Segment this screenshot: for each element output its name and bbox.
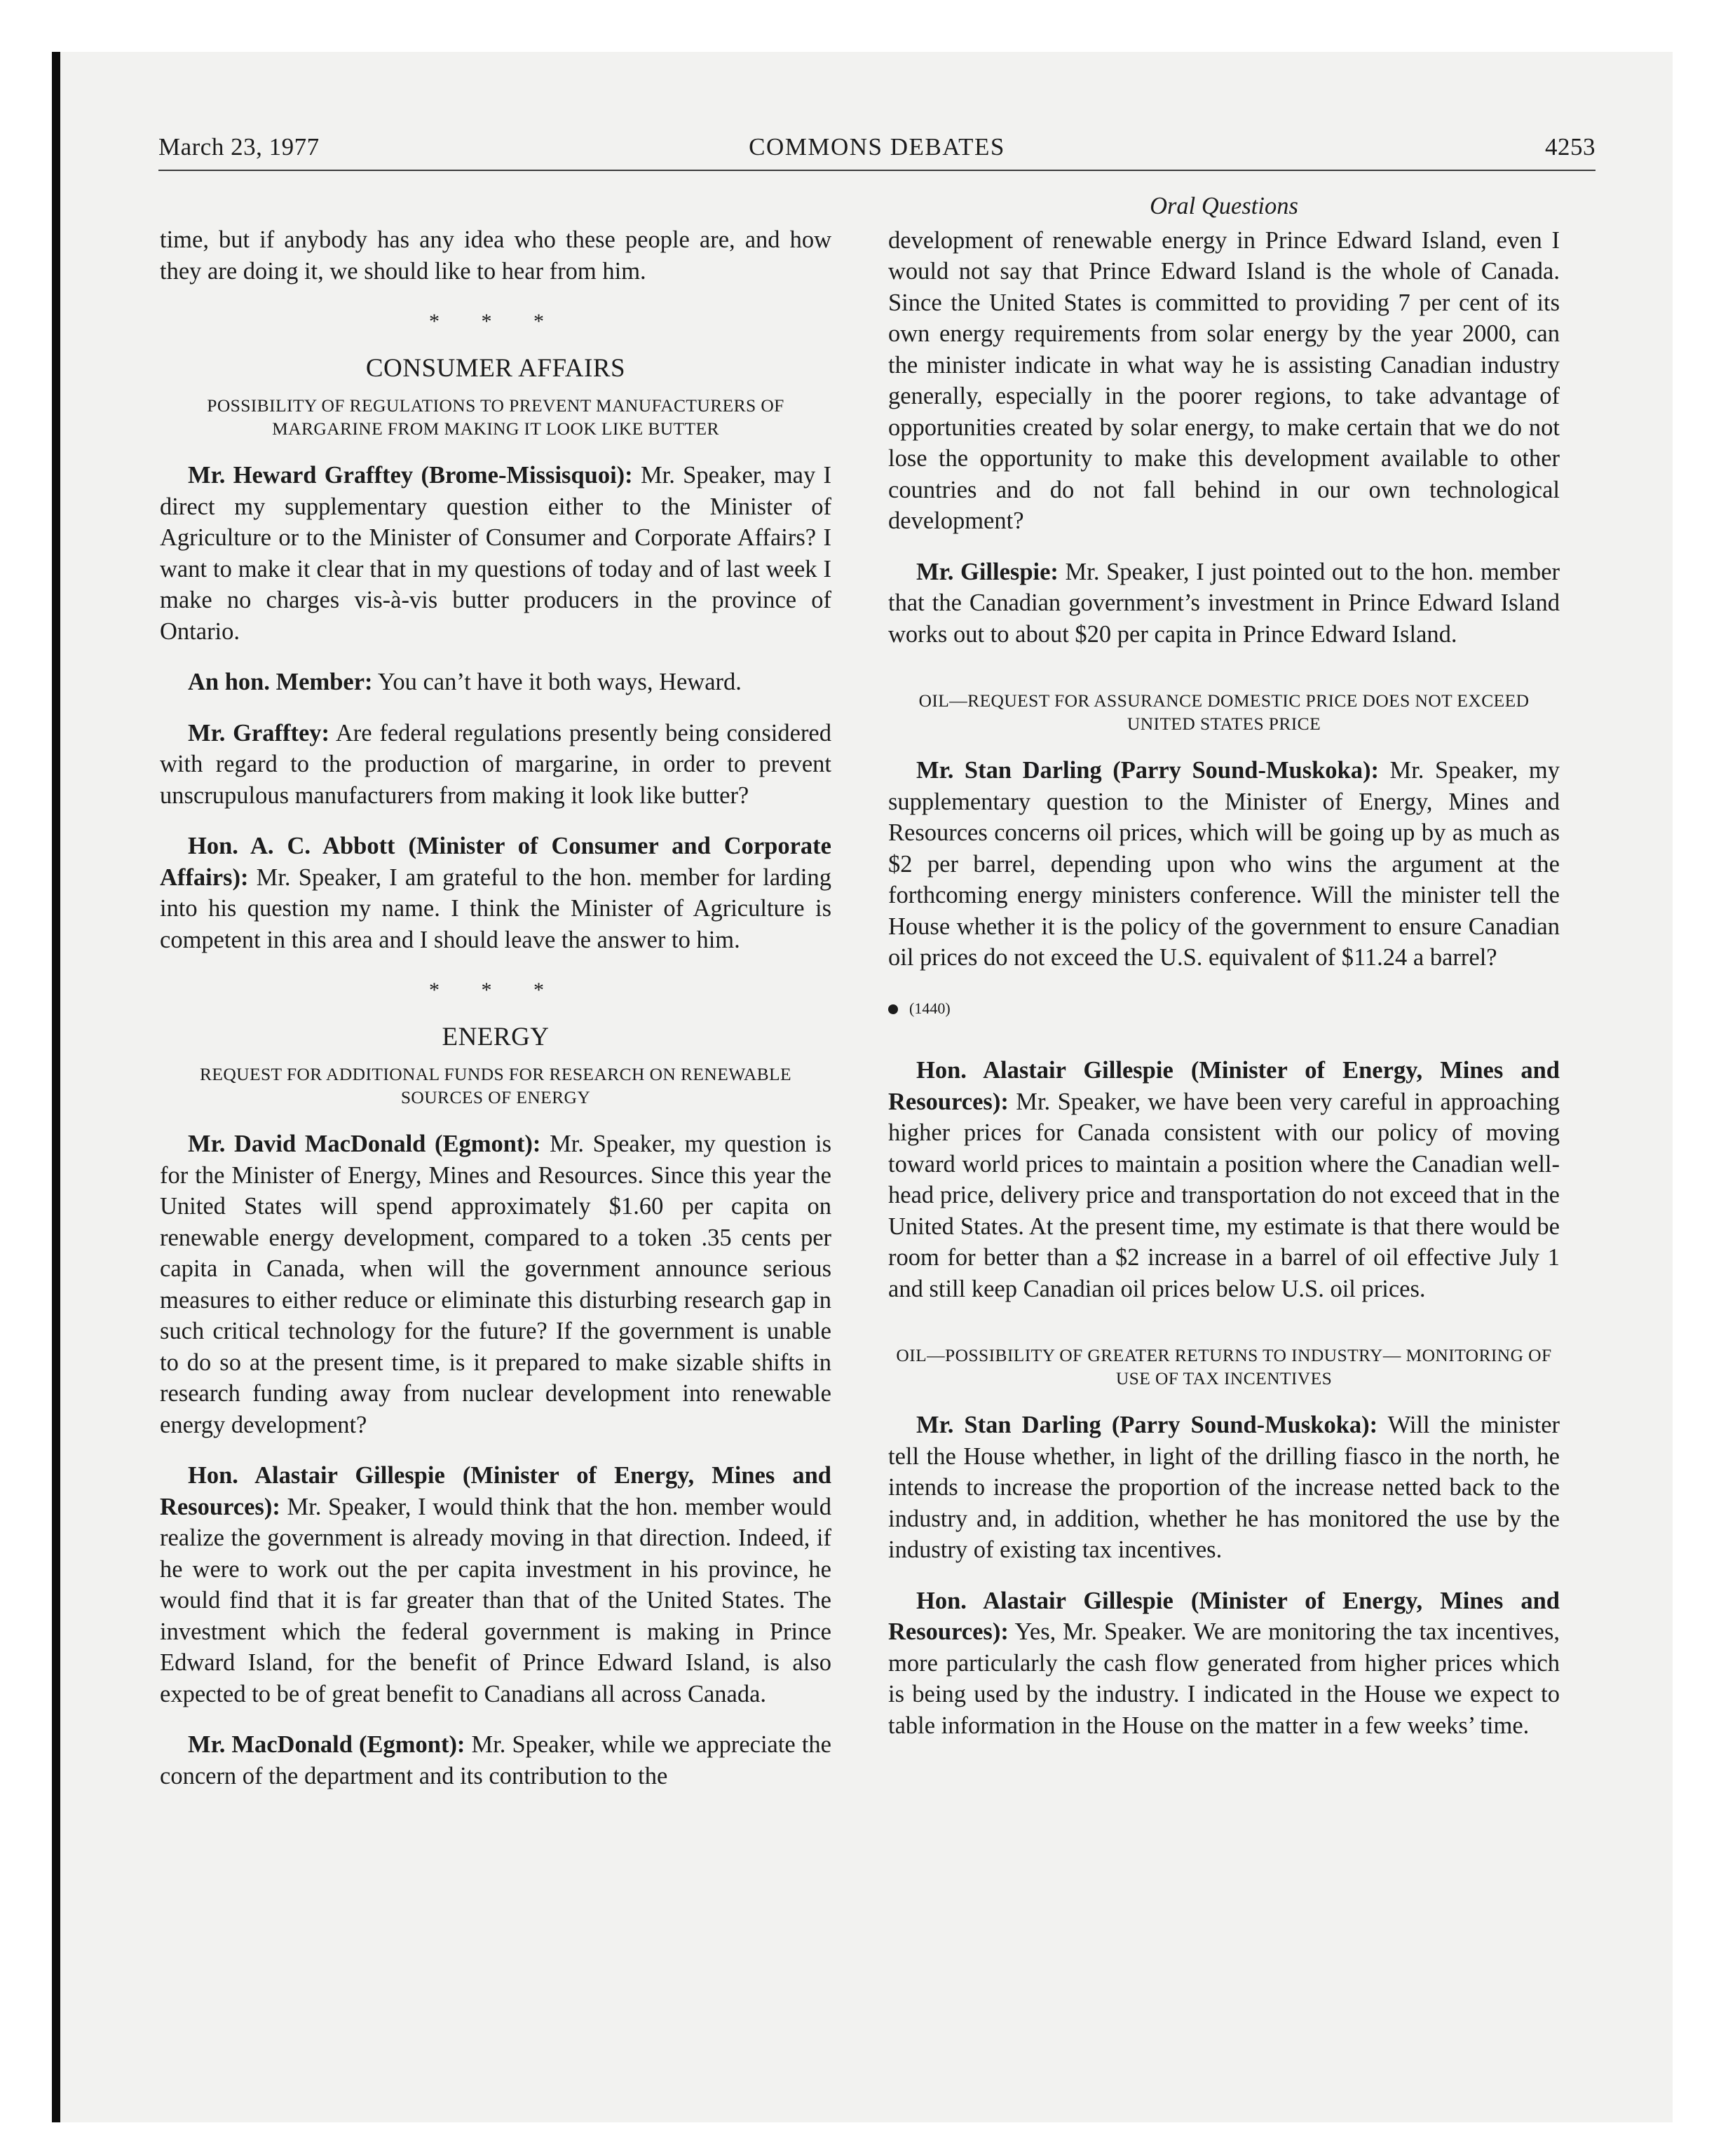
speech-paragraph xyxy=(160,667,831,698)
section-separator: * * * xyxy=(429,978,562,1002)
speech-text: Mr. Speaker, my question is for the Minister of Energy, Mines and Resources. Since this year the United States will spend approximately $1.60 per capita on renewable energy development, compared to a token .35 cents per capita in Canada, when will the government announce serious measures to either reduce or eliminate this disturbing research gap in such critical technology for the future? If the government is unable to do so at the present time, is it prepared to make sizable shifts in research funding away from nuclear development into renewable energy development? xyxy=(160,1131,832,1438)
speech-text: Mr. Speaker, I would think that the hon. member would realize the government is already moving in that direction. Indeed, if he were to work out the per capita investment in his province, he would find that it is far greater than that of the United States. The investment which the federal government is making in Prince Edward Island, for the benefit of Prince Edward Island, is also expected to be of great benefit to Canadians all across Canada. xyxy=(160,1493,831,1707)
subheading: REQUEST FOR ADDITIONAL FUNDS FOR RESEARCH ON RENEWABLE SOURCES OF ENERGY xyxy=(199,1064,792,1107)
speaker-name: Mr. Heward Grafftey (Brome-Missisquoi): xyxy=(188,462,633,489)
paragraph: time, but if anybody has any idea who these people are, and how they are doing it, we should like to hear from him. xyxy=(160,226,831,285)
section-title-consumer-affairs: CONSUMER AFFAIRS xyxy=(365,353,626,383)
speech-paragraph xyxy=(888,1585,1560,1742)
speech-paragraph xyxy=(160,1729,831,1792)
speaker-name: Mr. MacDonald (Egmont): xyxy=(188,1731,465,1758)
timestamp-text: (1440) xyxy=(909,999,951,1017)
speaker-name: Mr. Gillespie: xyxy=(916,558,1059,585)
subheading: POSSIBILITY OF REGULATIONS TO PREVENT MANUFACTURERS OF MARGARINE FROM MAKING IT LOOK LIKE BUTTER xyxy=(207,395,784,439)
speech-text: Will the minister tell the House whether, in light of the drilling fiasco in the north, he intends to increase the proportion of the increase netted back to the industry and, in addition, whether he has monitored the use by the industry of existing tax incentives. xyxy=(888,1412,1560,1563)
speech-paragraph xyxy=(160,831,831,955)
speech-paragraph xyxy=(160,718,831,812)
speech-paragraph xyxy=(888,1055,1560,1304)
speaker-name: Hon. Alastair Gillespie (Minister of Energy, Mines and Resources): xyxy=(888,1057,1560,1115)
speaker-name: Hon. Alastair Gillespie (Minister of Energy, Mines and Resources): xyxy=(888,1587,1560,1645)
scan-border xyxy=(52,52,60,2122)
speech-text: Mr. Speaker, while we appreciate the concern of the department and its contribution to the xyxy=(160,1731,831,1789)
speaker-name: Mr. Stan Darling (Parry Sound-Muskoka): xyxy=(916,1412,1378,1438)
section-title-energy: ENERGY xyxy=(442,1022,550,1051)
subheading: OIL—POSSIBILITY OF GREATER RETURNS TO INDUSTRY— MONITORING OF USE OF TAX INCENTIVES xyxy=(896,1345,1552,1389)
bullet-icon xyxy=(888,1004,898,1014)
speech-paragraph xyxy=(160,1128,831,1440)
speech-paragraph xyxy=(160,460,831,647)
speaker-name: Mr. David MacDonald (Egmont): xyxy=(188,1131,541,1157)
section-separator: * * * xyxy=(429,310,562,333)
speech-text: Yes, Mr. Speaker. We are monitoring the tax incentives, more particularly the cash flow generated from higher prices which is being used by the industry. I indicated in the House we expect to table information in the House on the matter in a few weeks’ time. xyxy=(888,1618,1560,1739)
header-title: COMMONS DEBATES xyxy=(749,133,1005,161)
running-head: Oral Questions xyxy=(1150,193,1298,219)
header-date: March 23, 1977 xyxy=(158,133,320,161)
subheading: OIL—REQUEST FOR ASSURANCE DOMESTIC PRICE DOES NOT EXCEED UNITED STATES PRICE xyxy=(918,690,1530,734)
speaker-name: Mr. Stan Darling (Parry Sound-Muskoka): xyxy=(916,757,1379,784)
speech-text: You can’t have it both ways, Heward. xyxy=(372,669,742,695)
speech-text: Are federal regulations presently being considered with regard to the production of margarine, in order to prevent unscrupulous manufacturers from making it look like butter? xyxy=(160,719,831,809)
speech-paragraph xyxy=(888,1410,1560,1566)
speech-text: Mr. Speaker, we have been very careful in approaching higher prices for Canada consistent with our policy of moving toward world prices to maintain a position where the Canadian well-head price, delivery price and transportation do not exceed that in the United States. At the present time, my estimate is that there would be room for better than a $2 increase in a barrel of oil effective July 1 and still keep Canadian oil prices below U.S. oil prices. xyxy=(888,1088,1560,1302)
page-header xyxy=(158,133,1595,175)
speech-text: Mr. Speaker, may I direct my supplementary question either to the Minister of Agriculture or to the Minister of Consumer and Corporate Affairs? I want to make it clear that in my questions of today and of last week I make no charges vis-à-vis butter producers in the province of Ontario. xyxy=(160,462,831,645)
speech-text: Mr. Speaker, I am grateful to the hon. member for larding into his question my name. I think the Minister of Agriculture is competent in this area and I should leave the answer to him. xyxy=(160,864,831,953)
header-page-number: 4253 xyxy=(1545,133,1595,161)
speaker-name: Mr. Grafftey: xyxy=(188,719,330,746)
speech-paragraph xyxy=(160,1460,831,1710)
header-rule xyxy=(158,170,1595,171)
speech-paragraph xyxy=(888,755,1560,974)
left-column xyxy=(160,224,831,1811)
speech-paragraph xyxy=(888,557,1560,650)
speech-text: Mr. Speaker, I just pointed out to the hon. member that the Canadian government’s investment in Prince Edward Island works out to about $20 per capita in Prince Edward Island. xyxy=(888,558,1560,648)
right-column xyxy=(888,191,1560,1761)
speech-text: Mr. Speaker, my supplementary question to the Minister of Energy, Mines and Resources concerns oil prices, which will be going up by as much as $2 per barrel, depending upon who wins the argument at the forthcoming energy ministers conference. Will the minister tell the House whether it is the policy of the government to ensure Canadian oil prices do not exceed the U.S. equivalent of $11.24 a barrel? xyxy=(888,757,1560,971)
timestamp xyxy=(888,993,1560,1025)
speaker-name: Hon. A. C. Abbott (Minister of Consumer and Corporate Affairs): xyxy=(160,833,831,891)
speaker-name: An hon. Member: xyxy=(188,669,373,695)
paragraph: development of renewable energy in Prince Edward Island, even I would not say that Prince Edward Island is the whole of Canada. Since the United States is committed to providing 7 per cent of its own energy requirements from solar energy by the year 2000, can the minister indicate in what way he is assisting Canadian industry generally, especially in the poorer regions, to take advantage of opportunities created by solar energy, to make certain that we do not lose the opportunity to make this development available to other countries and do not fall behind in our own technological development? xyxy=(888,226,1560,534)
speaker-name: Hon. Alastair Gillespie (Minister of Energy, Mines and Resources): xyxy=(160,1462,831,1520)
